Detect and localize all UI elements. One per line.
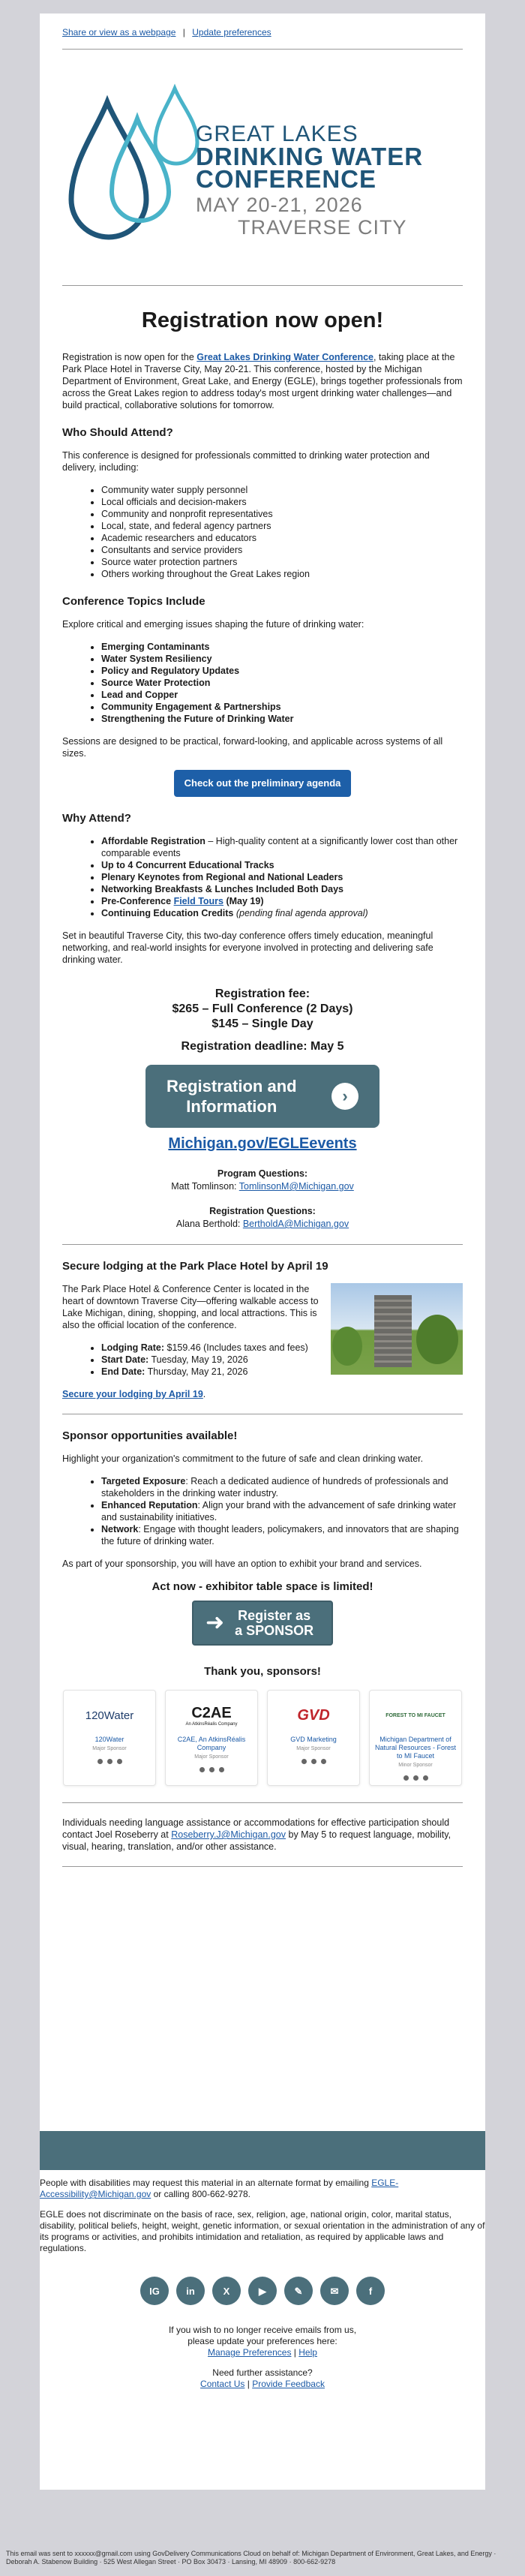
list-item: • Strengthening the Future of Drinking Water xyxy=(101,713,463,725)
arrow-icon: ➜ xyxy=(206,1610,225,1635)
unsubscribe-block: If you wish to no longer receive emails from us, please update your preferences here: Manage Preferences | Help Need further assistance? Contact Us | Provide Feedback xyxy=(168,2325,357,2389)
list-item: • Targeted Exposure: Reach a dedicated audience of hundreds of professionals and stakeholders in the drinking water industry. xyxy=(101,1475,463,1499)
topics-text: Explore critical and emerging issues shaping the future of drinking water: xyxy=(62,619,364,630)
thanks-sponsors: Thank you, sponsors! xyxy=(204,1665,321,1678)
register-sponsor-button[interactable] xyxy=(192,1601,333,1646)
divider xyxy=(62,1866,463,1867)
hotel-image xyxy=(331,1283,463,1375)
sponsor-cards xyxy=(62,1690,463,1786)
registration-contact: Registration Questions: Alana Berthold: BertholdA@Michigan.gov xyxy=(176,1206,350,1229)
fee-block xyxy=(62,987,463,1054)
sponsor-logo: GVD xyxy=(297,1706,330,1724)
update-preferences-link[interactable]: Update preferences xyxy=(192,27,272,38)
sponsor-after: As part of your sponsorship, you will have an option to exhibit your brand and services. xyxy=(62,1559,422,1569)
share-link[interactable]: Share or view as a webpage xyxy=(62,27,176,38)
fee-label: Registration fee: xyxy=(214,987,310,1000)
lodging-link[interactable]: Secure your lodging by April 19 xyxy=(62,1389,203,1399)
list-item: • Source Water Protection xyxy=(101,677,463,689)
lodging-list xyxy=(62,1342,322,1378)
list-item: • Lodging Rate: $159.46 (Includes taxes and fees) xyxy=(101,1342,322,1354)
list-item: • Policy and Regulatory Updates xyxy=(101,665,463,677)
field-tours-link[interactable]: Field Tours xyxy=(173,896,224,906)
why-heading: Why Attend? xyxy=(62,812,131,825)
list-item: • Start Date: Tuesday, May 19, 2026 xyxy=(101,1354,322,1366)
email-icon[interactable]: ✉ xyxy=(320,2277,349,2305)
program-contact: Program Questions: Matt Tomlinson: TomlinsonM@Michigan.gov xyxy=(171,1168,354,1192)
sponsor-logo: 120Water xyxy=(85,1709,134,1722)
list-item: • Source water protection partners xyxy=(101,556,463,568)
list-item: • Community Engagement & Partnerships xyxy=(101,701,463,713)
logo-line-5: TRAVERSE CITY xyxy=(238,216,407,239)
registration-button-label: Registration and Information xyxy=(166,1077,297,1116)
fee-full: $265 – Full Conference (2 Days) xyxy=(172,1002,353,1015)
who-list xyxy=(62,484,463,580)
divider xyxy=(62,1802,463,1803)
topics-heading: Conference Topics Include xyxy=(62,595,206,608)
top-bar xyxy=(62,14,463,50)
social-dots xyxy=(166,1767,257,1772)
accessibility-text: Individuals needing language assistance or accommodations for effective participation should contact Joel Roseberry at Roseberry.J@Michigan.gov by May 5 to request language, mobility, visual, hearing, translation, and/or other assistance. xyxy=(62,1817,452,1852)
social-dots xyxy=(268,1759,359,1764)
sponsor-logo: FOREST TO MI FAUCET xyxy=(386,1712,446,1718)
social-dots xyxy=(64,1759,155,1764)
nondiscrimination-text: EGLE does not discriminate on the basis of race, sex, religion, age, national origin, color, marital status, disability, political beliefs, height, weight, genetic information, or sexual orientation in the administration of any of its programs or activities, and prohibits intimidation and retaliation, as required by applicable laws and regulations. xyxy=(40,2209,485,2253)
logo-line-4: MAY 20-21, 2026 xyxy=(196,194,363,216)
social-dots xyxy=(370,1775,461,1781)
list-item: • Local officials and decision-makers xyxy=(101,496,463,508)
youtube-icon[interactable]: ▶ xyxy=(248,2277,277,2305)
register-sponsor-label: Register as a SPONSOR xyxy=(235,1608,314,1638)
conference-logo xyxy=(62,50,463,286)
intro-paragraph: Registration is now open for the Great Lakes Drinking Water Conference, taking place at the Park Place Hotel in Traverse City, May 20-21. This conference, hosted by the Michigan Department of Environment, Great Lake, and Energy (EGLE), brings together professionals from across the Great Lakes region to address today's most urgent drinking water challenges—and build practical, collaborative solutions for tomorrow. xyxy=(62,352,463,410)
lodging-text: The Park Place Hotel & Conference Center is located in the heart of downtown Traverse City—offering walkable access to Lake Michigan, dining, shopping, and local attractions. This is also the official location of the conference. xyxy=(62,1284,319,1330)
blog-icon[interactable]: ✎ xyxy=(284,2277,313,2305)
accessibility-footer-link[interactable]: EGLE-Accessibility@Michigan.gov xyxy=(40,2178,399,2199)
linkedin-icon[interactable]: in xyxy=(176,2277,205,2305)
list-item: • Enhanced Reputation: Align your brand with the advancement of safe drinking water and sustainability initiatives. xyxy=(101,1499,463,1523)
conference-link[interactable]: Great Lakes Drinking Water Conference xyxy=(196,352,374,362)
instagram-icon[interactable]: IG xyxy=(140,2277,169,2305)
sender-note: This email was sent to xxxxxx@gmail.com using GovDelivery Communications Cloud on behalf of: Michigan Department of Environment, Great Lakes, and Energy · Deborah A. Stabenow Building · 525 West Allegan Street · PO Box 30473 · Lansing, MI 48909 · 800-662-9278 xyxy=(6,2550,496,2565)
agenda-button[interactable]: Check out the preliminary agenda xyxy=(174,770,351,797)
divider xyxy=(62,1244,463,1245)
why-after: Set in beautiful Traverse City, this two-day conference offers timely education, meaningful networking, and real-world insights for everyone involved in protecting and delivering safe drinking water. xyxy=(62,930,434,965)
list-item: • Community water supply personnel xyxy=(101,484,463,496)
logo-line-1: GREAT LAKES xyxy=(196,122,358,146)
program-email-link[interactable]: TomlinsonM@Michigan.gov xyxy=(238,1181,354,1192)
feedback-link[interactable]: Provide Feedback xyxy=(252,2379,325,2389)
lodging-section xyxy=(62,1283,463,1388)
email-card: Share or view as a webpage | Update preferences GREAT LAKES DRINKING WATER CONFERENCE MAY 20-21, 2026 TRAVERSE CITY Registration now open! Registration is now open for the Great Lakes Drinking Water Conference, taking place at the Park Place Hotel in Traverse City, May 20-21. This conference, hosted by the Michigan Department of Environment, Great Lake, and Energy (EGLE), brings together professionals from across the Great Lakes region to address today's most urgent drinking water challenges—and build practical, collaborative solutions for tomorrow. Who Should Attend? This conference is designed for professionals committed to drinking water protection and delivery, including: • Community water supply personnel • Local officials and decision-makers • Community and nonprofit representatives • Local, state, and federal agency partners • Academic researchers and educators • Consultants and service providers • Source water protection partners • Others working throughout the Great Lakes region Conference Topics Include Explore critical and emerging issues shaping the future of drinking water: • Emerging Contaminants • Water System Resiliency • Policy and Regulatory Updates • Source Water Protection • Lead and Copper • Community Engagement & Partnerships • Strengthening the Future of Drinking Water Sessions are designed to be practical, forward-looking, and applicable across systems of all sizes. Check out the preliminary agenda Why Attend? • Affordable Registration – High-quality content at a significantly lower cost than other comparable events • Up to 4 Concurrent Educational Tracks • Plenary Keynotes from Regional and National Leaders • Networking Breakfasts & Lunches Included Both Days • Pre-Conference Field Tours (May 19) • Continuing Education Credits (pending final agenda approval) Set in beautiful Traverse City, this two-day conference offers timely education, meaningful networking, and real-world insights for everyone involved in protecting and delivering safe drinking water. Registration fee: $265 – Full Conference (2 Days) $145 – Single Day Registration deadline: May 5 Registration and Information › Michigan.gov/EGLEevents Program Questions: Matt Tomlinson: TomlinsonM@Michigan.gov Registration Questions: Alana Berthold: BertholdA@Michigan.gov Secure lodging at the Park Place Hotel by April 19 The Park Place Hotel & Conference Center is located in the heart of downtown Traverse City—offering walkable access to Lake Michigan, dining, shopping, and local attractions. This is also the official location of the conference. • Lodging Rate: $159.46 (Includes taxes and fees) • Start Date: Tuesday, May 19, 2026 • End Date: Thursday, May 21, 2026 Secure your lodging by April 19. Sponsor opportunities available! Highlight your organization's commitment to the future of safe and clean drinking water. • Targeted Exposure: Reach a dedicated audience of hundreds of professionals and stakeholders in the drinking water industry. • Enhanced Reputation: Align your brand with the advancement of safe drinking water and sustainability initiatives. • Network: Engage with thought leaders, policymakers, and innovators that are shaping the future of drinking water. As part of your sponsorship, you will have an option to exhibit your brand and services. Act now - exhibitor table space is limited! ➜ Register as a SPONSOR Thank you, sponsors! 120Water 120Water Major Sponsor C2AE An AtkinsRéalis Company C2AE, An AtkinsRéalis Company Major Sponsor GVD GVD Marketing Major Sponsor FOREST TO MI FAUCET Michigan Department of Natural Resources - Forest to MI Faucet Minor Sponsor Individuals needing language assistance or accommodations for effective participation should contact Joel Roseberry at Roseberry.J@Michigan.gov by May 5 to request language, mobility, visual, hearing, translation, and/or other assistance. xyxy=(40,14,485,2490)
who-heading: Who Should Attend? xyxy=(62,426,173,439)
sponsor-list xyxy=(62,1475,463,1547)
list-item: • Community and nonprofit representatives xyxy=(101,508,463,520)
list-item: • Emerging Contaminants xyxy=(101,641,463,653)
fee-single: $145 – Single Day xyxy=(212,1017,314,1030)
logo-line-3: CONFERENCE xyxy=(196,165,377,193)
logo-text xyxy=(196,123,423,239)
list-item: • Networking Breakfasts & Lunches Included Both Days xyxy=(101,883,463,895)
registration-email-link[interactable]: BertholdA@Michigan.gov xyxy=(242,1219,350,1229)
sponsor-card[interactable]: GVD GVD Marketing Major Sponsor xyxy=(267,1690,360,1786)
list-item: • Plenary Keynotes from Regional and National Leaders xyxy=(101,871,463,883)
list-item: • Pre-Conference Field Tours (May 19) xyxy=(101,895,463,907)
footer xyxy=(40,2178,485,2390)
arrow-right-icon: › xyxy=(332,1083,358,1110)
events-link[interactable]: Michigan.gov/EGLEevents xyxy=(168,1135,357,1152)
list-item: • Academic researchers and educators xyxy=(101,532,463,544)
lodging-heading: Secure lodging at the Park Place Hotel by April 19 xyxy=(62,1260,328,1273)
help-link[interactable]: Help xyxy=(298,2347,317,2358)
sponsor-heading: Sponsor opportunities available! xyxy=(62,1429,238,1442)
who-text: This conference is designed for professionals committed to drinking water protection and delivery, including: xyxy=(62,450,430,473)
list-item: • Consultants and service providers xyxy=(101,544,463,556)
fee-deadline: Registration deadline: May 5 xyxy=(181,1040,344,1053)
sponsor-text: Highlight your organization's commitment to the future of safe and clean drinking water. xyxy=(62,1453,424,1464)
sponsor-logo: C2AE An AtkinsRéalis Company xyxy=(185,1704,238,1727)
list-item: • Lead and Copper xyxy=(101,689,463,701)
social-links xyxy=(40,2277,485,2305)
facebook-icon[interactable]: f xyxy=(356,2277,385,2305)
page-title: Registration now open! xyxy=(141,308,384,332)
registration-button[interactable] xyxy=(146,1065,380,1128)
alt-format-text: People with disabilities may request this material in an alternate format by emailing EGLE-Accessibility@Michigan.gov or calling 800-662-9278. xyxy=(40,2178,399,2199)
list-item: • End Date: Thursday, May 21, 2026 xyxy=(101,1366,322,1378)
sponsor-card[interactable]: FOREST TO MI FAUCET Michigan Department of Natural Resources - Forest to MI Faucet Minor Sponsor xyxy=(369,1690,462,1786)
list-item: • Continuing Education Credits (pending final agenda approval) xyxy=(101,907,463,919)
footer-banner xyxy=(40,2131,485,2170)
why-list xyxy=(62,835,463,919)
list-item: • Network: Engage with thought leaders, policymakers, and innovators that are shaping the future of drinking water. xyxy=(101,1523,463,1547)
list-item: • Others working throughout the Great Lakes region xyxy=(101,568,463,580)
topics-list xyxy=(62,641,463,725)
topics-after: Sessions are designed to be practical, forward-looking, and applicable across systems of all sizes. xyxy=(62,736,443,759)
contact-us-link[interactable]: Contact Us xyxy=(200,2379,245,2389)
x-icon[interactable]: X xyxy=(212,2277,241,2305)
list-item: • Up to 4 Concurrent Educational Tracks xyxy=(101,859,463,871)
act-now-text: Act now - exhibitor table space is limited! xyxy=(152,1580,374,1593)
list-item: • Water System Resiliency xyxy=(101,653,463,665)
sponsor-card[interactable]: 120Water 120Water Major Sponsor xyxy=(63,1690,156,1786)
list-item: • Local, state, and federal agency partners xyxy=(101,520,463,532)
logo-line-2: DRINKING WATER xyxy=(196,143,424,170)
sponsor-card[interactable]: C2AE An AtkinsRéalis Company C2AE, An AtkinsRéalis Company Major Sponsor xyxy=(165,1690,258,1786)
separator: | xyxy=(182,27,185,38)
accessibility-email-link[interactable]: Roseberry.J@Michigan.gov xyxy=(171,1829,286,1840)
list-item: • Affordable Registration – High-quality content at a significantly lower cost than other comparable events xyxy=(101,835,463,859)
manage-preferences-link[interactable]: Manage Preferences xyxy=(208,2347,292,2358)
